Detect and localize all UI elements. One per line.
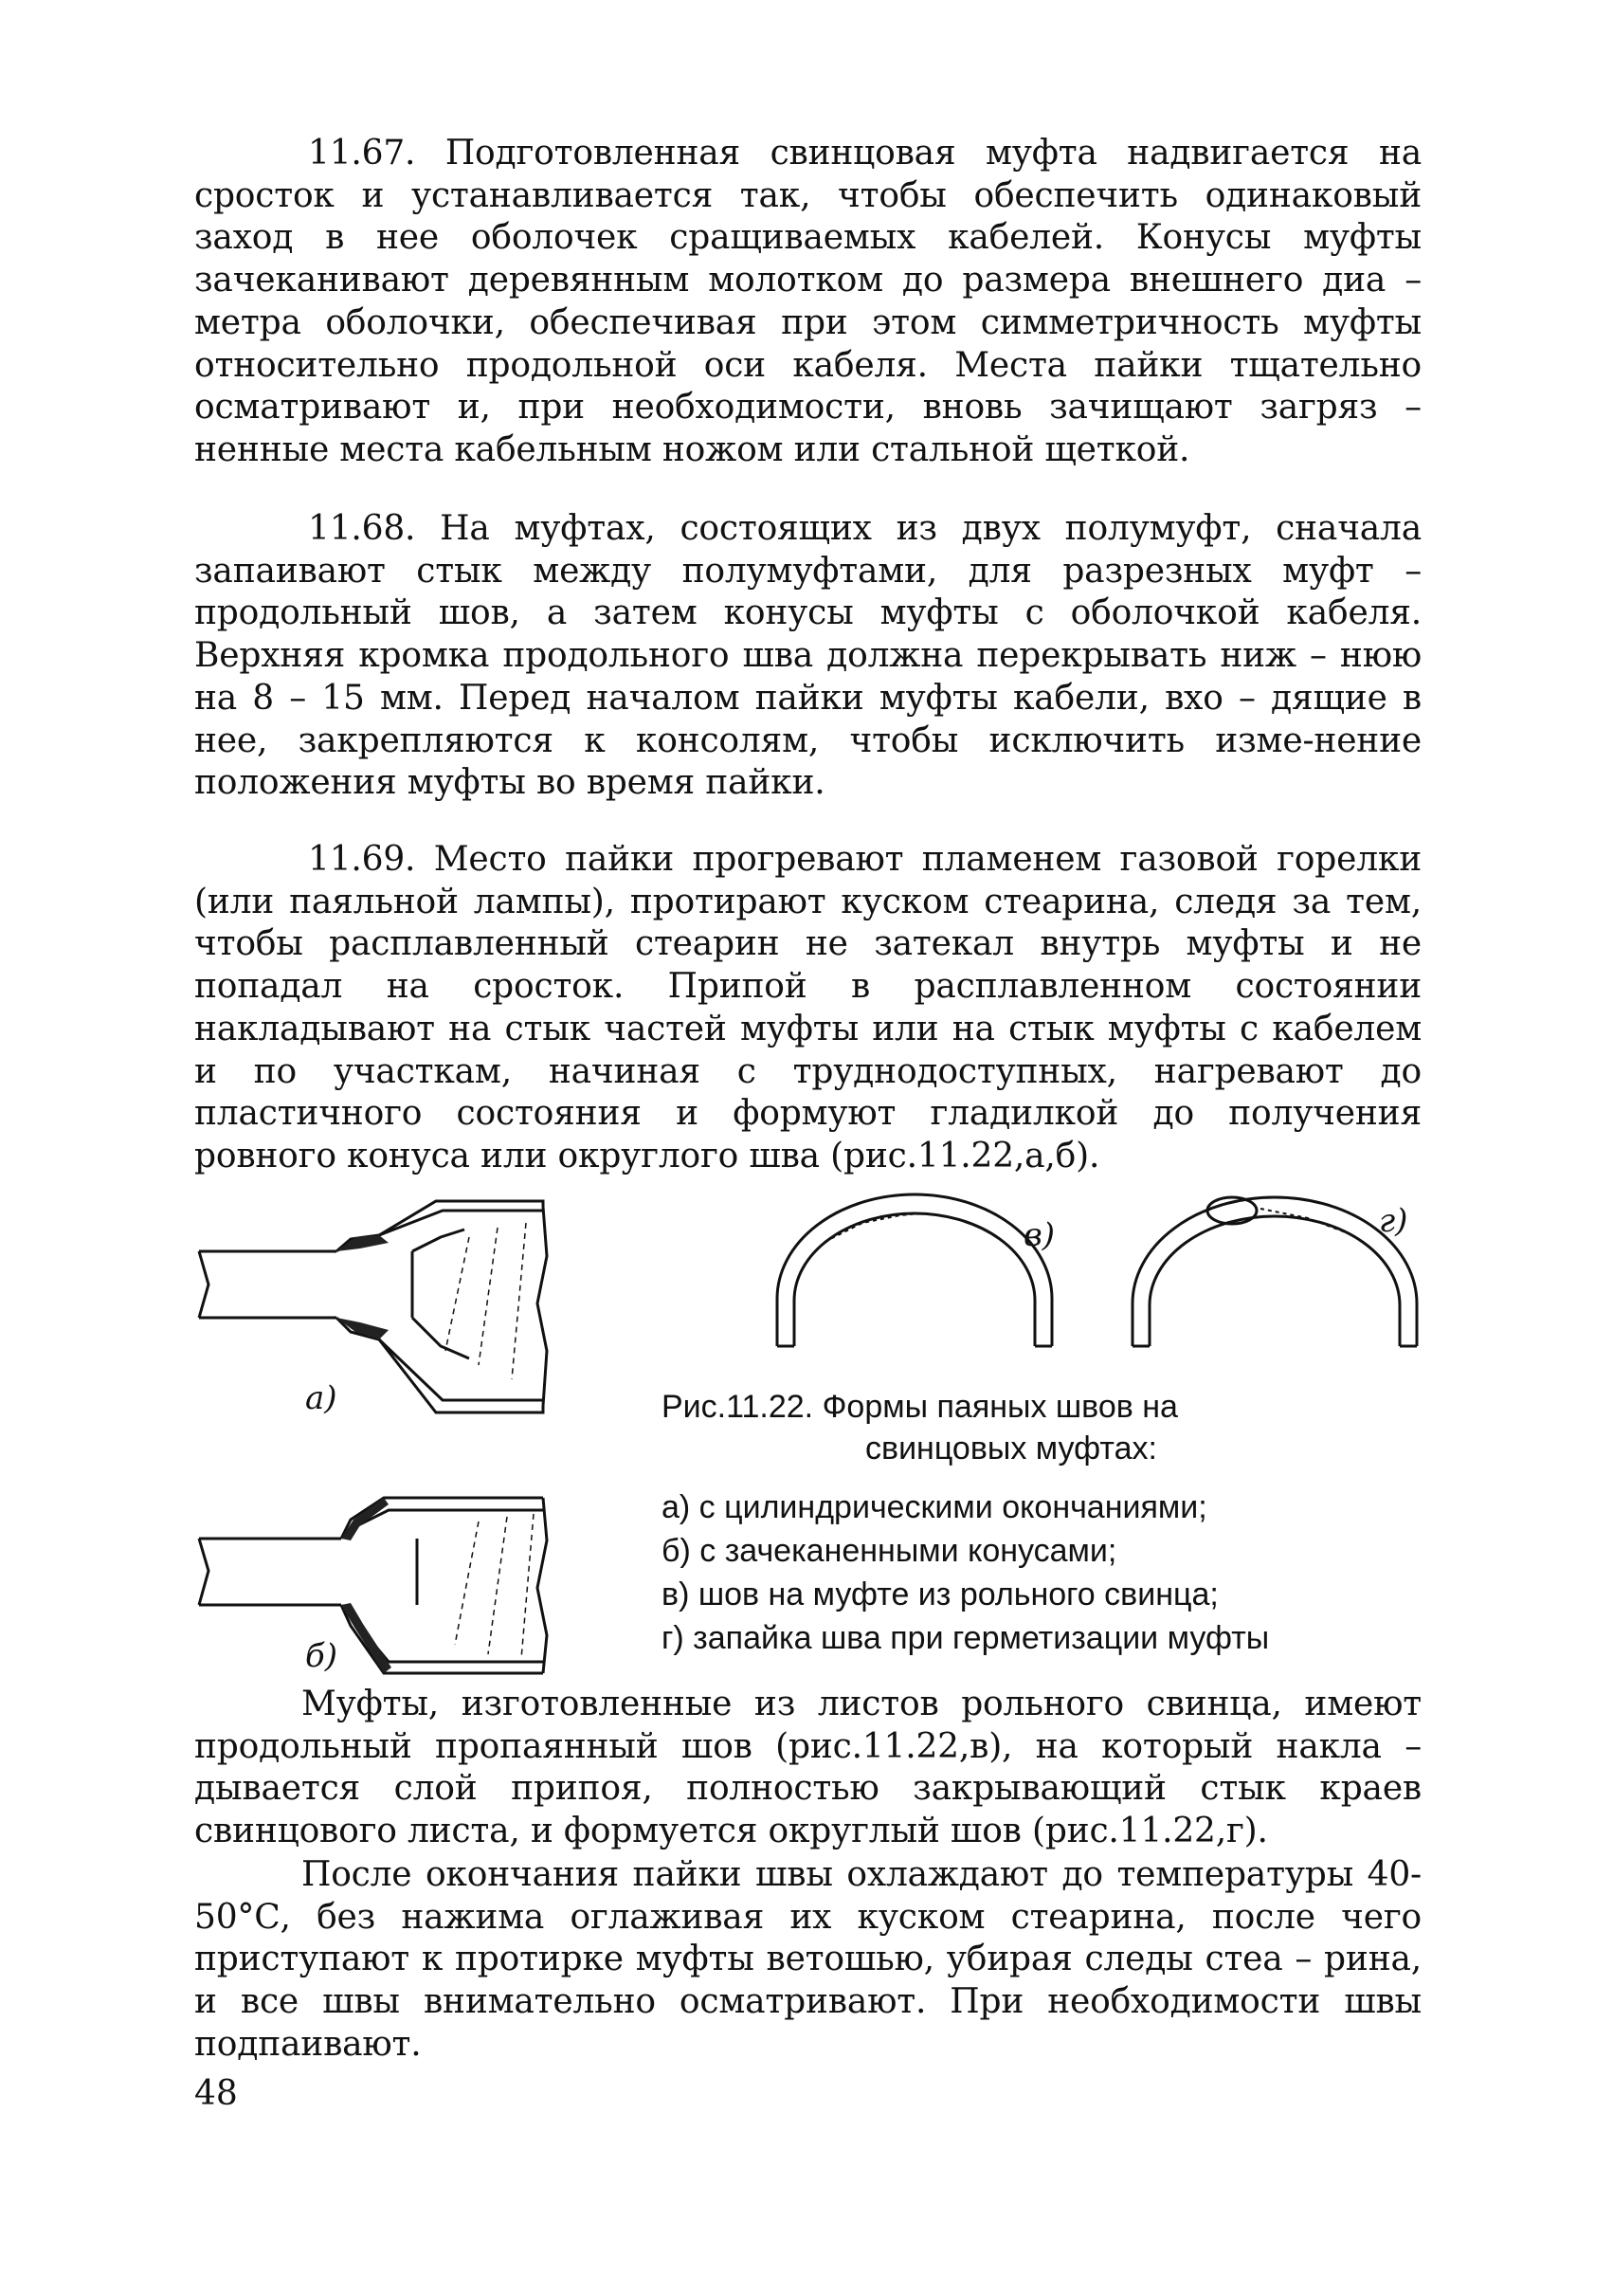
figure-caption-item-b: б) с зачеканенными конусами;	[662, 1533, 1117, 1569]
figure-caption-title: Рис.11.22. Формы паяных швов на	[662, 1389, 1178, 1425]
figure-a-label: а)	[305, 1379, 337, 1417]
page-number: 48	[194, 2074, 238, 2113]
paragraph-rolled-lead: Муфты, изготовленные из листов рольного свинца, имеют продольный пропаянный шов (рис.11.22,в), на который накла – дывается слой припоя, полностью закрывающий стык краев свинцового листа, и формуется округлый шов (рис.11.22,г).	[194, 1685, 1422, 1851]
figure-caption-item-g: г) запайка шва при герметизации муфты	[662, 1620, 1270, 1656]
paragraph-11-69: 11.69. Место пайки прогревают пламенем газовой горелки (или паяльной лампы), протирают куском стеарина, следя за тем, чтобы расплавленный стеарин не затекал внутрь муфты и не попадал на сросток. Припой в расплавленном состоянии накладывают на стык частей муфты или на стык муфты с кабелем и по участкам, начиная с труднодоступных, нагревают до пластичного состояния и формуют гладилкой до получения ровного конуса или округлого шва (рис.11.22,а,б).	[194, 840, 1422, 1175]
paragraph-cooling: После окончания пайки швы охлаждают до температуры 40-50°С, без нажима оглаживая их куском стеарина, после чего приступают к протирке муфты ветошью, убирая следы стеа – рина, и все швы внимательно осматривают. При необходимости швы подпаивают.	[194, 1855, 1422, 2064]
figure-caption-item-v: в) шов на муфте из рольного свинца;	[662, 1576, 1219, 1613]
paragraph-11-68: 11.68. На муфтах, состоящих из двух полумуфт, сначала запаивают стык между полумуфтами, для разрезных муфт – продольный шов, а затем конусы муфты с оболочкой кабеля. Верхняя кромка продольного шва должна перекрывать ниж – нюю на 8 – 15 мм. Перед началом пайки муфты кабели, вхо – дящие в нее, закрепляются к консолям, чтобы исключить изме-нение положения муфты во время пайки.	[194, 509, 1422, 803]
figure-g-label: г)	[1379, 1202, 1408, 1240]
figure-v-label: в)	[1024, 1216, 1056, 1254]
figure-b-caulked-cones	[194, 1484, 573, 1687]
figure-v-rolled-lead-seam	[758, 1185, 1071, 1356]
paragraph-11-67: 11.67. Подготовленная свинцовая муфта надвигается на сросток и устанавливается так, чтобы обеспечить одинаковый заход в нее оболочек сращиваемых кабелей. Конусы муфты зачеканивают деревянным молотком до размера внешнего диа – метра оболочки, обеспечивая при этом симметричность муфты относительно продольной оси кабеля. Места пайки тщательно осматривают и, при необходимости, вновь зачищают загряз – ненные места кабельным ножом или стальной щеткой.	[194, 134, 1422, 469]
figure-caption-item-a: а) с цилиндрическими окончаниями;	[662, 1489, 1207, 1525]
figure-b-label: б)	[305, 1637, 338, 1675]
figure-caption-title-line2: свинцовых муфтах:	[865, 1430, 1157, 1467]
figure-a-cylindrical-ends	[194, 1199, 573, 1431]
